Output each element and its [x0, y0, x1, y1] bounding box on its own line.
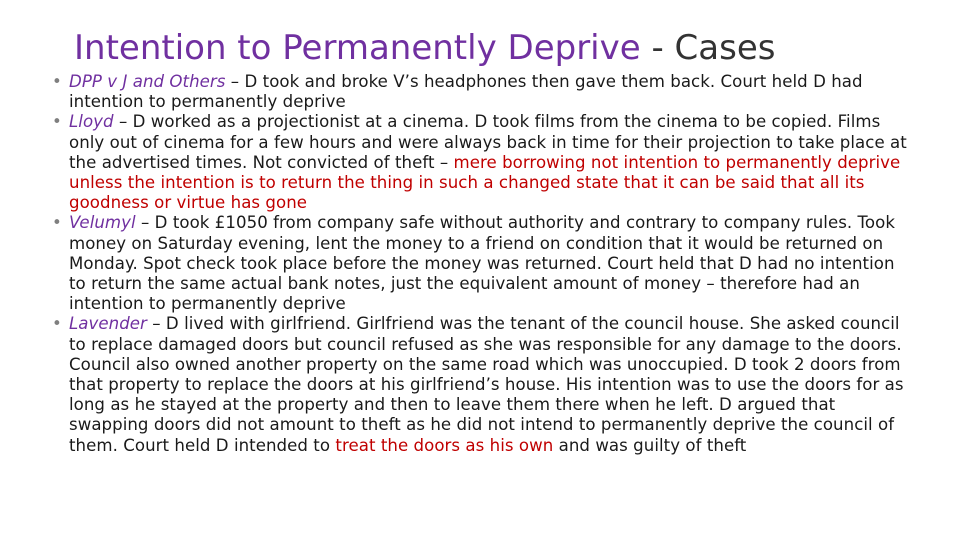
slide-title-main: Intention to Permanently Deprive — [74, 28, 641, 68]
case-item-velumyl — [52, 213, 912, 314]
case-description: – D took £1050 from company safe without authority and contrary to company rules. Took money on Saturday evening, lent the money to a friend on condition that it would be returned on Monday. Spot check took place before the money was returned. Court held that D had no intention to return the same actual bank notes, just the equivalent amount of money – therefore had an intention to permanently deprive — [69, 213, 895, 314]
case-item-lavender — [52, 314, 912, 455]
case-ratio-highlight: treat the doors as his own — [335, 435, 554, 455]
case-name: Lloyd — [69, 112, 114, 132]
case-item-lloyd — [52, 112, 912, 213]
case-item-dpp-v-j — [52, 72, 912, 112]
case-ratio-highlight: mere borrowing not intention to permanently deprive unless the intention is to return the thing in such a changed state that it can be said that all its goodness or virtue has gone — [69, 152, 901, 213]
case-description: – D worked as a projectionist at a cinema. D took films from the cinema to be copied. Films only out of cinema for a few hours and were always back in time for their projection to take place at the advertised times. Not convicted of theft – — [69, 112, 907, 172]
case-list — [52, 72, 912, 456]
case-description-end: and was guilty of theft — [553, 435, 747, 455]
case-name: Velumyl — [69, 213, 136, 233]
case-name: Lavender — [69, 314, 147, 334]
slide-title — [74, 28, 775, 68]
case-description: – D lived with girlfriend. Girlfriend was the tenant of the council house. She asked council to replace damaged doors but council refused as she was responsible for any damage to the doors. Council also owned another property on the same road which was unoccupied. D took 2 doors from that property to replace the doors at his girlfriend’s house. His intention was to use the doors for as long as he stayed at the property and then to leave them there when he left. D argued that swapping doors did not amount to theft as he did not intend to permanently deprive the council of them. Court held D intended to — [69, 314, 904, 455]
slide-title-suffix: - Cases — [640, 28, 776, 68]
case-name: DPP v J and Others — [69, 72, 226, 91]
case-description: – D took and broke V’s headphones then gave them back. Court held D had intention to permanently deprive — [69, 72, 863, 112]
